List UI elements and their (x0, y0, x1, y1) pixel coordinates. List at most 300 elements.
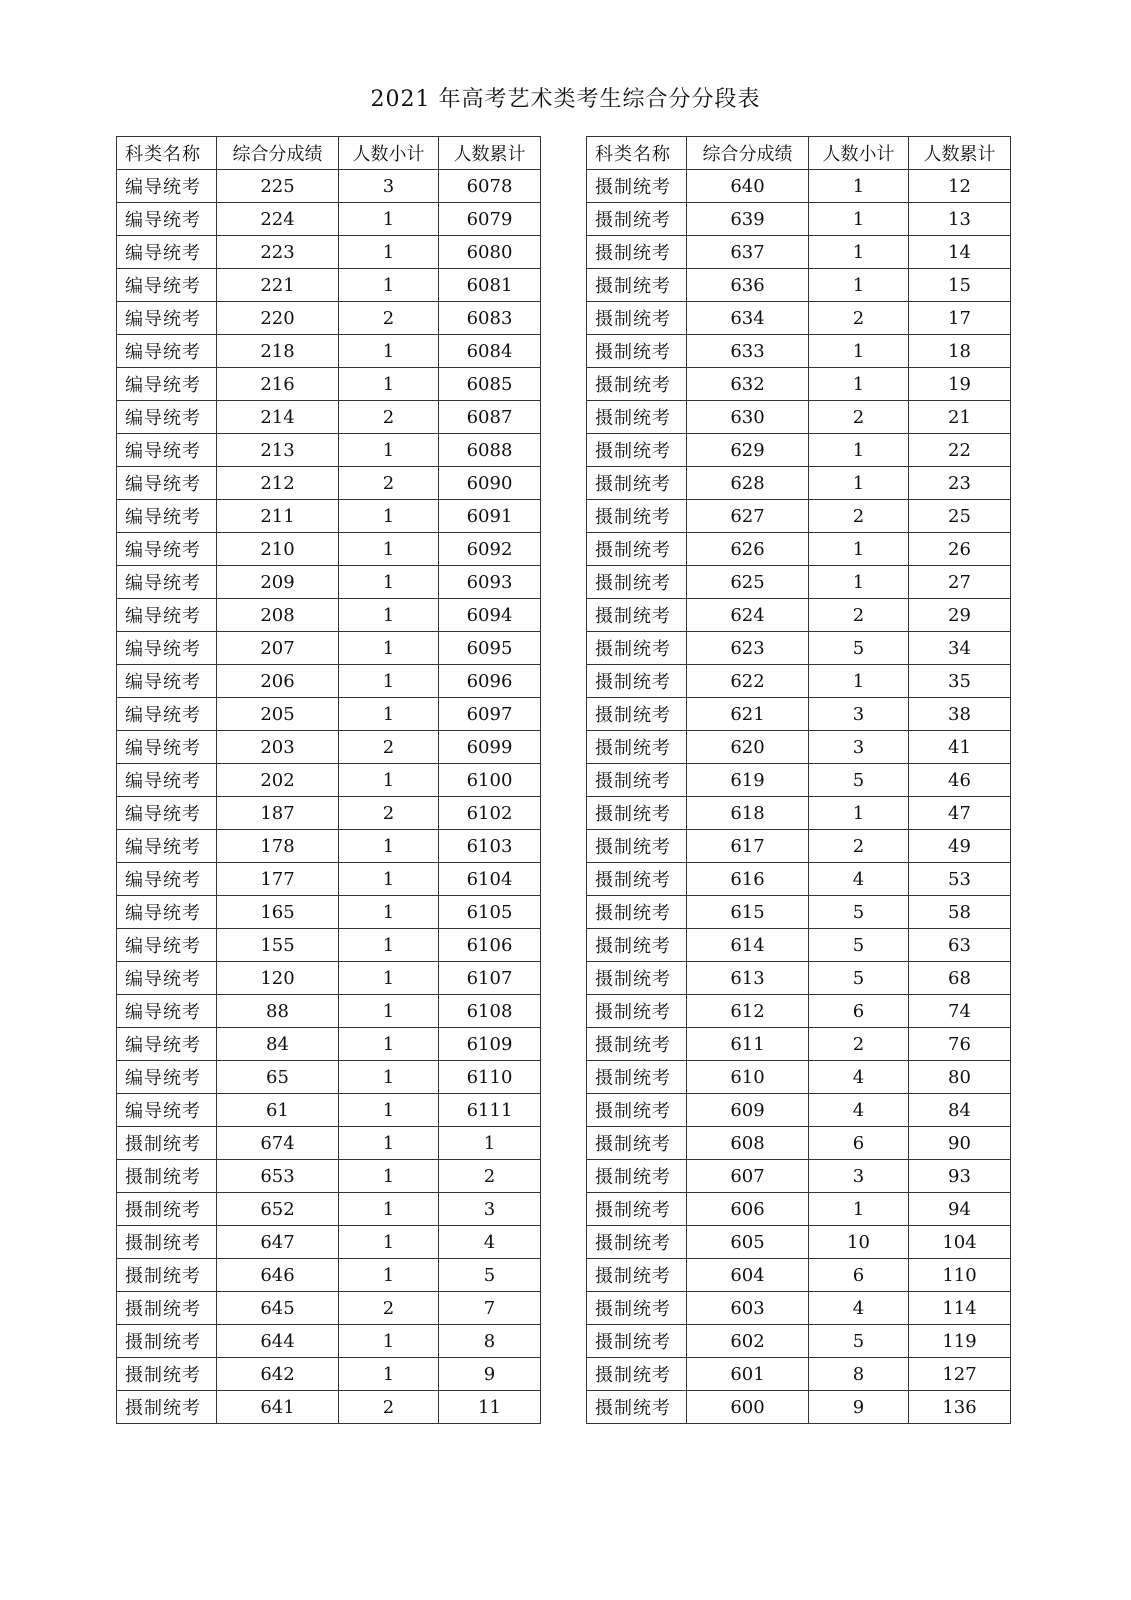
cell-category: 摄制统考 (117, 1391, 217, 1424)
cell-count: 1 (809, 665, 909, 698)
cell-count: 1 (339, 566, 439, 599)
cell-score: 177 (217, 863, 339, 896)
cell-count: 1 (339, 599, 439, 632)
table-body-left (117, 170, 541, 1424)
table-row (587, 467, 1011, 500)
cell-category: 编导统考 (117, 467, 217, 500)
cell-score: 602 (687, 1325, 809, 1358)
cell-category: 编导统考 (117, 599, 217, 632)
cell-cumulative: 110 (909, 1259, 1011, 1292)
cell-score: 216 (217, 368, 339, 401)
cell-count: 1 (339, 830, 439, 863)
cell-count: 1 (339, 995, 439, 1028)
cell-score: 603 (687, 1292, 809, 1325)
table-row (117, 830, 541, 863)
cell-cumulative: 6095 (439, 632, 541, 665)
cell-cumulative: 76 (909, 1028, 1011, 1061)
cell-score: 622 (687, 665, 809, 698)
cell-count: 5 (809, 896, 909, 929)
score-table-right (586, 136, 1011, 1424)
cell-category: 编导统考 (117, 797, 217, 830)
table-row (587, 1160, 1011, 1193)
table-row (587, 1061, 1011, 1094)
cell-category: 编导统考 (117, 665, 217, 698)
cell-count: 6 (809, 995, 909, 1028)
cell-count: 1 (339, 335, 439, 368)
cell-count: 1 (339, 269, 439, 302)
cell-cumulative: 94 (909, 1193, 1011, 1226)
cell-score: 642 (217, 1358, 339, 1391)
cell-cumulative: 12 (909, 170, 1011, 203)
table-row (117, 929, 541, 962)
cell-category: 编导统考 (117, 1028, 217, 1061)
cell-count: 4 (809, 1061, 909, 1094)
cell-count: 1 (339, 203, 439, 236)
table-row (587, 764, 1011, 797)
cell-cumulative: 6109 (439, 1028, 541, 1061)
table-row (587, 1193, 1011, 1226)
cell-cumulative: 58 (909, 896, 1011, 929)
cell-count: 4 (809, 863, 909, 896)
cell-count: 5 (809, 929, 909, 962)
cell-count: 1 (809, 203, 909, 236)
table-row (117, 1259, 541, 1292)
cell-cumulative: 49 (909, 830, 1011, 863)
cell-score: 618 (687, 797, 809, 830)
cell-category: 编导统考 (117, 929, 217, 962)
cell-score: 637 (687, 236, 809, 269)
cell-count: 2 (339, 731, 439, 764)
cell-score: 634 (687, 302, 809, 335)
table-row (117, 467, 541, 500)
cell-score: 639 (687, 203, 809, 236)
cell-cumulative: 6081 (439, 269, 541, 302)
table-row (587, 632, 1011, 665)
cell-category: 编导统考 (117, 170, 217, 203)
cell-score: 225 (217, 170, 339, 203)
cell-score: 218 (217, 335, 339, 368)
cell-score: 165 (217, 896, 339, 929)
table-row (117, 434, 541, 467)
table-row (587, 302, 1011, 335)
cell-score: 155 (217, 929, 339, 962)
cell-category: 摄制统考 (117, 1325, 217, 1358)
cell-count: 1 (339, 1061, 439, 1094)
table-row (587, 1391, 1011, 1424)
cell-category: 摄制统考 (587, 830, 687, 863)
cell-cumulative: 6084 (439, 335, 541, 368)
cell-count: 2 (339, 797, 439, 830)
cell-cumulative: 119 (909, 1325, 1011, 1358)
cell-count: 2 (339, 467, 439, 500)
cell-count: 1 (809, 269, 909, 302)
table-row (587, 1259, 1011, 1292)
table-row (117, 335, 541, 368)
cell-cumulative: 68 (909, 962, 1011, 995)
table-row (587, 731, 1011, 764)
cell-count: 10 (809, 1226, 909, 1259)
table-row (117, 1028, 541, 1061)
table-row (117, 665, 541, 698)
cell-count: 2 (809, 599, 909, 632)
table-row (117, 1094, 541, 1127)
cell-score: 221 (217, 269, 339, 302)
cell-cumulative: 6092 (439, 533, 541, 566)
cell-count: 2 (809, 500, 909, 533)
table-row (117, 401, 541, 434)
table-row (117, 1193, 541, 1226)
cell-score: 611 (687, 1028, 809, 1061)
cell-cumulative: 80 (909, 1061, 1011, 1094)
table-row (587, 368, 1011, 401)
cell-score: 209 (217, 566, 339, 599)
cell-cumulative: 136 (909, 1391, 1011, 1424)
cell-category: 摄制统考 (587, 1325, 687, 1358)
cell-score: 211 (217, 500, 339, 533)
cell-score: 674 (217, 1127, 339, 1160)
cell-count: 1 (809, 170, 909, 203)
cell-cumulative: 4 (439, 1226, 541, 1259)
cell-cumulative: 34 (909, 632, 1011, 665)
cell-score: 632 (687, 368, 809, 401)
table-row (117, 368, 541, 401)
table-row (587, 995, 1011, 1028)
cell-score: 605 (687, 1226, 809, 1259)
cell-score: 644 (217, 1325, 339, 1358)
cell-category: 编导统考 (117, 533, 217, 566)
cell-category: 摄制统考 (117, 1292, 217, 1325)
cell-cumulative: 9 (439, 1358, 541, 1391)
table-row (117, 962, 541, 995)
cell-count: 5 (809, 632, 909, 665)
table-row (117, 797, 541, 830)
cell-cumulative: 22 (909, 434, 1011, 467)
cell-score: 610 (687, 1061, 809, 1094)
cell-category: 摄制统考 (587, 632, 687, 665)
table-row (587, 1226, 1011, 1259)
cell-category: 摄制统考 (587, 1028, 687, 1061)
cell-count: 5 (809, 1325, 909, 1358)
cell-score: 620 (687, 731, 809, 764)
cell-category: 编导统考 (117, 896, 217, 929)
cell-count: 1 (339, 1325, 439, 1358)
cell-cumulative: 104 (909, 1226, 1011, 1259)
table-row (587, 401, 1011, 434)
cell-category: 编导统考 (117, 368, 217, 401)
cell-count: 5 (809, 764, 909, 797)
table-row (117, 1391, 541, 1424)
cell-score: 627 (687, 500, 809, 533)
cell-count: 1 (339, 434, 439, 467)
header-score: 综合分成绩 (217, 137, 339, 170)
table-row (117, 170, 541, 203)
table-row (587, 962, 1011, 995)
cell-score: 626 (687, 533, 809, 566)
header-cumulative: 人数累计 (439, 137, 541, 170)
table-row (587, 1127, 1011, 1160)
cell-cumulative: 127 (909, 1358, 1011, 1391)
table-row (587, 599, 1011, 632)
table-row (117, 995, 541, 1028)
cell-category: 摄制统考 (587, 1193, 687, 1226)
table-row (117, 1325, 541, 1358)
table-row (117, 1061, 541, 1094)
cell-score: 645 (217, 1292, 339, 1325)
cell-category: 摄制统考 (587, 698, 687, 731)
cell-score: 623 (687, 632, 809, 665)
cell-category: 摄制统考 (587, 1127, 687, 1160)
cell-cumulative: 21 (909, 401, 1011, 434)
cell-count: 5 (809, 962, 909, 995)
cell-category: 编导统考 (117, 863, 217, 896)
cell-count: 1 (809, 434, 909, 467)
table-row (117, 764, 541, 797)
table-body-right (587, 170, 1011, 1424)
cell-cumulative: 23 (909, 467, 1011, 500)
cell-count: 1 (809, 467, 909, 500)
cell-cumulative: 63 (909, 929, 1011, 962)
cell-category: 摄制统考 (587, 1160, 687, 1193)
cell-score: 630 (687, 401, 809, 434)
cell-category: 编导统考 (117, 236, 217, 269)
page-title: 2021 年高考艺术类考生综合分分段表 (370, 87, 761, 112)
cell-cumulative: 26 (909, 533, 1011, 566)
table-row (587, 269, 1011, 302)
cell-score: 653 (217, 1160, 339, 1193)
cell-count: 2 (339, 302, 439, 335)
cell-score: 213 (217, 434, 339, 467)
cell-cumulative: 14 (909, 236, 1011, 269)
header-cumulative: 人数累计 (909, 137, 1011, 170)
cell-category: 摄制统考 (117, 1259, 217, 1292)
cell-count: 9 (809, 1391, 909, 1424)
cell-score: 616 (687, 863, 809, 896)
cell-category: 摄制统考 (587, 269, 687, 302)
cell-score: 624 (687, 599, 809, 632)
cell-count: 1 (339, 1226, 439, 1259)
table-row (117, 1292, 541, 1325)
table-row (117, 236, 541, 269)
cell-count: 1 (339, 1160, 439, 1193)
table-row (587, 1028, 1011, 1061)
cell-score: 606 (687, 1193, 809, 1226)
cell-score: 640 (687, 170, 809, 203)
cell-count: 1 (809, 335, 909, 368)
cell-count: 4 (809, 1292, 909, 1325)
table-row (587, 236, 1011, 269)
cell-cumulative: 8 (439, 1325, 541, 1358)
cell-score: 61 (217, 1094, 339, 1127)
cell-category: 摄制统考 (587, 368, 687, 401)
score-table-left (116, 136, 541, 1424)
cell-cumulative: 6096 (439, 665, 541, 698)
cell-cumulative: 6099 (439, 731, 541, 764)
cell-count: 6 (809, 1127, 909, 1160)
cell-category: 编导统考 (117, 1061, 217, 1094)
cell-category: 编导统考 (117, 434, 217, 467)
cell-category: 摄制统考 (587, 1358, 687, 1391)
cell-category: 摄制统考 (117, 1160, 217, 1193)
cell-score: 207 (217, 632, 339, 665)
cell-count: 1 (339, 1259, 439, 1292)
cell-count: 1 (809, 797, 909, 830)
cell-count: 1 (339, 962, 439, 995)
cell-cumulative: 90 (909, 1127, 1011, 1160)
cell-cumulative: 41 (909, 731, 1011, 764)
table-row (587, 863, 1011, 896)
table-row (117, 863, 541, 896)
cell-count: 1 (339, 863, 439, 896)
cell-cumulative: 6103 (439, 830, 541, 863)
cell-cumulative: 2 (439, 1160, 541, 1193)
cell-category: 摄制统考 (587, 1094, 687, 1127)
cell-category: 编导统考 (117, 335, 217, 368)
table-row (117, 203, 541, 236)
cell-category: 编导统考 (117, 203, 217, 236)
cell-score: 609 (687, 1094, 809, 1127)
cell-cumulative: 6094 (439, 599, 541, 632)
cell-count: 2 (339, 1391, 439, 1424)
cell-cumulative: 6078 (439, 170, 541, 203)
cell-count: 1 (339, 764, 439, 797)
cell-count: 1 (339, 698, 439, 731)
table-row (587, 203, 1011, 236)
cell-cumulative: 11 (439, 1391, 541, 1424)
cell-cumulative: 6091 (439, 500, 541, 533)
cell-category: 摄制统考 (587, 1292, 687, 1325)
cell-count: 3 (809, 698, 909, 731)
cell-category: 编导统考 (117, 269, 217, 302)
cell-score: 625 (687, 566, 809, 599)
cell-count: 1 (339, 500, 439, 533)
cell-cumulative: 6085 (439, 368, 541, 401)
cell-score: 214 (217, 401, 339, 434)
cell-category: 摄制统考 (587, 500, 687, 533)
cell-cumulative: 6102 (439, 797, 541, 830)
cell-count: 2 (339, 1292, 439, 1325)
cell-category: 摄制统考 (587, 335, 687, 368)
cell-score: 636 (687, 269, 809, 302)
cell-cumulative: 93 (909, 1160, 1011, 1193)
table-row (587, 335, 1011, 368)
cell-category: 编导统考 (117, 632, 217, 665)
cell-cumulative: 13 (909, 203, 1011, 236)
cell-category: 摄制统考 (587, 170, 687, 203)
cell-score: 646 (217, 1259, 339, 1292)
cell-category: 摄制统考 (587, 962, 687, 995)
table-row (117, 1127, 541, 1160)
cell-category: 摄制统考 (587, 401, 687, 434)
cell-score: 613 (687, 962, 809, 995)
cell-cumulative: 6106 (439, 929, 541, 962)
cell-score: 220 (217, 302, 339, 335)
table-row (117, 1160, 541, 1193)
cell-category: 编导统考 (117, 830, 217, 863)
table-row (117, 269, 541, 302)
cell-cumulative: 46 (909, 764, 1011, 797)
cell-count: 1 (339, 632, 439, 665)
cell-score: 628 (687, 467, 809, 500)
cell-count: 1 (809, 533, 909, 566)
cell-score: 619 (687, 764, 809, 797)
table-row (587, 1094, 1011, 1127)
table-row (587, 1292, 1011, 1325)
cell-cumulative: 6104 (439, 863, 541, 896)
table-row (587, 1325, 1011, 1358)
cell-score: 647 (217, 1226, 339, 1259)
cell-cumulative: 6083 (439, 302, 541, 335)
cell-score: 612 (687, 995, 809, 1028)
cell-category: 摄制统考 (587, 995, 687, 1028)
cell-category: 摄制统考 (587, 467, 687, 500)
cell-count: 6 (809, 1259, 909, 1292)
table-row (117, 599, 541, 632)
cell-category: 摄制统考 (587, 797, 687, 830)
cell-score: 224 (217, 203, 339, 236)
cell-cumulative: 1 (439, 1127, 541, 1160)
cell-cumulative: 6105 (439, 896, 541, 929)
cell-score: 178 (217, 830, 339, 863)
cell-category: 摄制统考 (117, 1226, 217, 1259)
table-row (117, 566, 541, 599)
cell-category: 摄制统考 (117, 1127, 217, 1160)
header-category: 科类名称 (117, 137, 217, 170)
cell-cumulative: 38 (909, 698, 1011, 731)
cell-cumulative: 84 (909, 1094, 1011, 1127)
header-count: 人数小计 (339, 137, 439, 170)
cell-cumulative: 6107 (439, 962, 541, 995)
cell-score: 120 (217, 962, 339, 995)
cell-count: 4 (809, 1094, 909, 1127)
cell-cumulative: 6111 (439, 1094, 541, 1127)
cell-score: 210 (217, 533, 339, 566)
cell-score: 206 (217, 665, 339, 698)
cell-count: 1 (339, 1094, 439, 1127)
cell-score: 614 (687, 929, 809, 962)
cell-score: 223 (217, 236, 339, 269)
cell-count: 1 (339, 1193, 439, 1226)
cell-category: 摄制统考 (587, 434, 687, 467)
cell-cumulative: 27 (909, 566, 1011, 599)
table-row (587, 566, 1011, 599)
cell-count: 1 (339, 665, 439, 698)
cell-score: 607 (687, 1160, 809, 1193)
cell-count: 1 (809, 566, 909, 599)
cell-score: 621 (687, 698, 809, 731)
cell-cumulative: 47 (909, 797, 1011, 830)
cell-cumulative: 15 (909, 269, 1011, 302)
cell-cumulative: 5 (439, 1259, 541, 1292)
table-row (117, 1358, 541, 1391)
cell-cumulative: 6110 (439, 1061, 541, 1094)
cell-count: 2 (809, 1028, 909, 1061)
cell-score: 629 (687, 434, 809, 467)
cell-cumulative: 25 (909, 500, 1011, 533)
table-row (587, 896, 1011, 929)
cell-category: 摄制统考 (587, 302, 687, 335)
table-row (117, 632, 541, 665)
cell-count: 2 (809, 830, 909, 863)
cell-category: 编导统考 (117, 731, 217, 764)
cell-category: 摄制统考 (587, 1259, 687, 1292)
cell-score: 615 (687, 896, 809, 929)
cell-category: 摄制统考 (587, 236, 687, 269)
table-row (587, 665, 1011, 698)
cell-cumulative: 6108 (439, 995, 541, 1028)
cell-category: 摄制统考 (587, 533, 687, 566)
cell-category: 编导统考 (117, 1094, 217, 1127)
cell-category: 摄制统考 (587, 203, 687, 236)
